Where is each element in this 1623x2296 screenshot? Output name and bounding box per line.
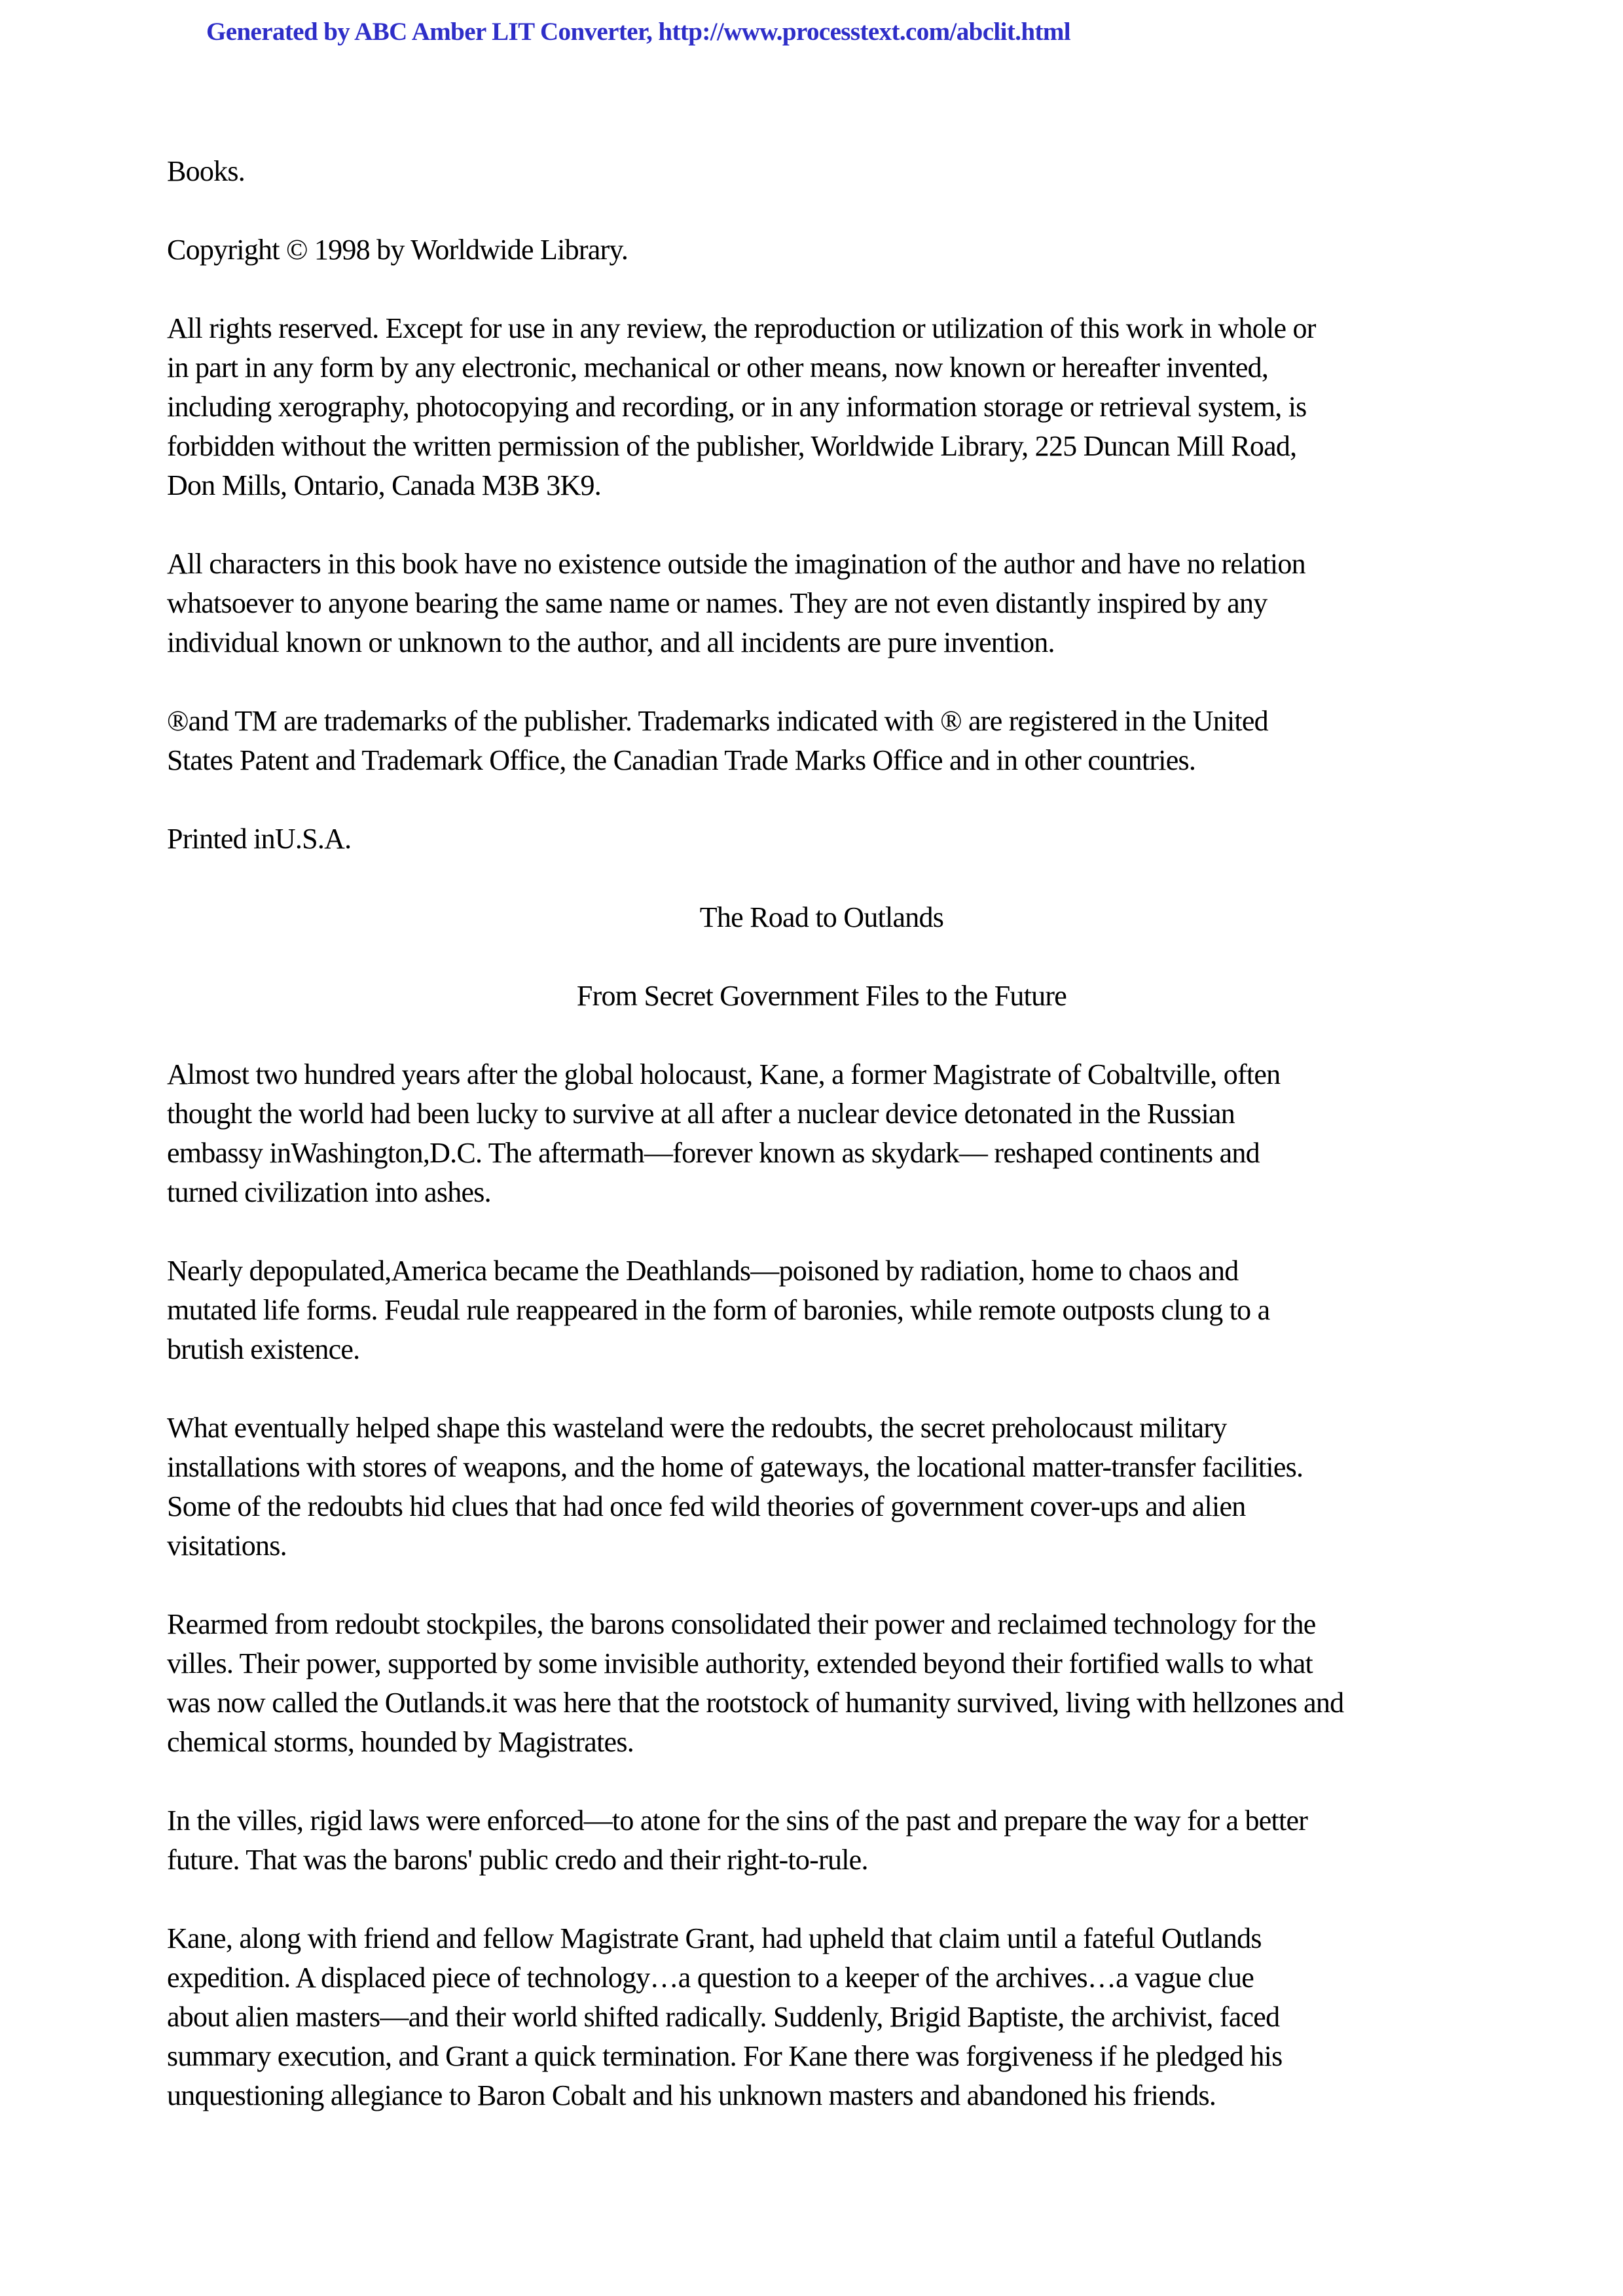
paragraph-villes: In the villes, rigid laws were enforced—to atone for the sins of the past and prepare the way for a better future. That was the barons' public credo and their right-to-rule. <box>167 1804 1308 1876</box>
paragraph-rights-reserved: All rights reserved. Except for use in any review, the reproduction or utilization of this work in whole or in part in any form by any electronic, mechanical or other means, now known or hereafter invented, including xerography, photocopying and recording, or in any information storage or retrieval system, is forbidden without the written permission of the publisher, Worldwide Library, 225 Duncan Mill Road, Don Mills, Ontario, Canada M3B 3K9. <box>167 312 1316 501</box>
paragraph-copyright: Copyright © 1998 by Worldwide Library. <box>167 234 629 266</box>
paragraph-trademarks: ®and TM are trademarks of the publisher. Trademarks indicated with ® are registered in the United States Patent and Trademark Office, the Canadian Trade Marks Office and in other countries. <box>167 705 1268 776</box>
paragraph-deathlands: Nearly depopulated,America became the Deathlands—poisoned by radiation, home to chaos and mutated life forms. Feudal rule reappeared in the form of baronies, while remote outposts clung to a brutish existence. <box>167 1255 1270 1365</box>
paragraph-characters-disclaimer: All characters in this book have no existence outside the imagination of the author and have no relation whatsoever to anyone bearing the same name or names. They are not even distantly inspired by any individual known or unknown to the author, and all incidents are pure invention. <box>167 548 1305 658</box>
converter-banner-link[interactable]: Generated by ABC Amber LIT Converter, http://www.processtext.com/abclit.html <box>206 18 1071 46</box>
paragraph-holocaust: Almost two hundred years after the global holocaust, Kane, a former Magistrate of Cobaltville, often thought the world had been lucky to survive at all after a nuclear device detonated in the Russian embassy inWashington,D.C. The aftermath—forever known as skydark— reshaped continents and turned civilization into ashes. <box>167 1058 1281 1208</box>
paragraph-kane: Kane, along with friend and fellow Magistrate Grant, had upheld that claim until a fateful Outlands expedition. A displaced piece of technology…a question to a keeper of the archives…a vague clue about alien masters—and their world shifted radically. Suddenly, Brigid Baptiste, the archivist, faced summary execution, and Grant a quick termination. For Kane there was forgiveness if he pledged his unquestioning allegiance to Baron Cobalt and his unknown masters and abandoned his friends. <box>167 1922 1283 2111</box>
paragraph-barons: Rearmed from redoubt stockpiles, the barons consolidated their power and reclaimed technology for the villes. Their power, supported by some invisible authority, extended beyond their fortified walls to what was now called the Outlands.it was here that the rootstock of humanity survived, living with hellzones and chemical storms, hounded by Magistrates. <box>167 1608 1344 1758</box>
section-title: The Road to Outlands <box>699 901 944 933</box>
paragraph-redoubts: What eventually helped shape this wasteland were the redoubts, the secret preholocaust military installations with stores of weapons, and the home of gateways, the locational matter-transfer facilities. Some of the redoubts hid clues that had once fed wild theories of government cover-ups and alien visitations. <box>167 1412 1304 1562</box>
paragraph-books: Books. <box>167 155 245 187</box>
paragraph-printed-in: Printed inU.S.A. <box>167 823 352 855</box>
section-subtitle: From Secret Government Files to the Future <box>576 980 1067 1012</box>
document-body <box>167 152 1476 2155</box>
